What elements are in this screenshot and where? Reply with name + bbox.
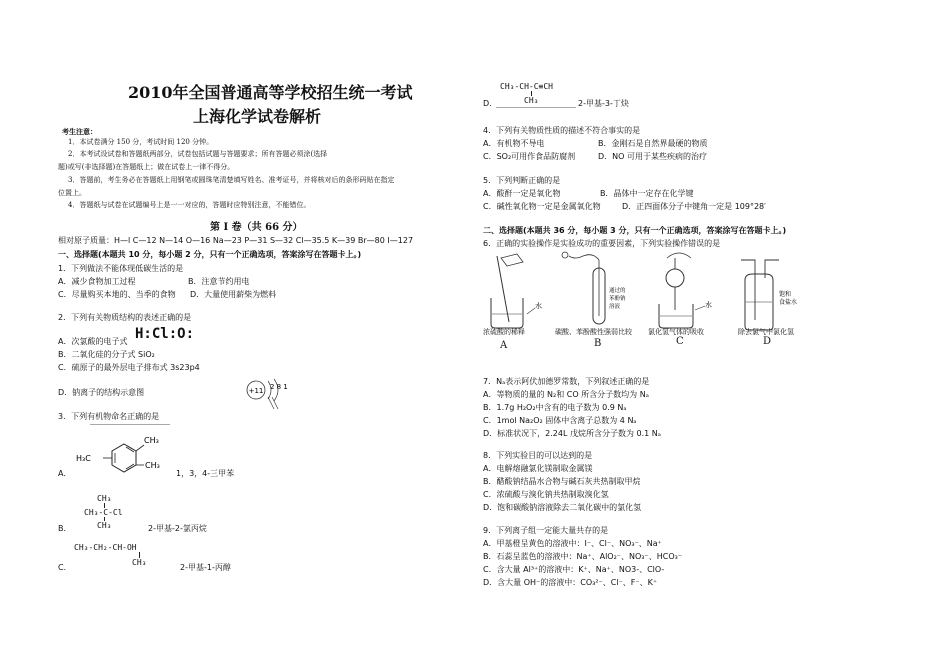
q3-d-main: CH₃-CH-C≡CH xyxy=(500,82,553,91)
q7-option-c: C．1mol Na₂O₂ 固体中含离子总数为 4 Nₐ xyxy=(483,416,637,425)
q3-option-b-name: 2-甲基-2-氯丙烷 xyxy=(148,524,207,533)
q6-letter-c: C xyxy=(676,336,684,347)
notice-item: 2．本考试设试卷和答题纸两部分，试卷包括试题与答题要求；所有答题必须涂(选择 xyxy=(68,150,328,158)
q3-option-b-label: B． xyxy=(58,524,72,533)
q6-stem: 6．正确的实验操作是实验成功的重要因素，下列实验操作错误的是 xyxy=(483,239,721,248)
apparatus-c xyxy=(659,253,712,328)
b-reagent-label: 通过的 xyxy=(609,288,626,294)
divider xyxy=(90,424,170,425)
water-label: 水 xyxy=(535,302,542,310)
drying-bulb xyxy=(666,269,684,287)
q2-option-d: D．钠离子的结构示意图 xyxy=(58,388,145,397)
q8-stem: 8．下列实验目的可以达到的是 xyxy=(483,451,593,460)
d-reagent-label: 饱和 xyxy=(779,291,792,298)
hclo-electron-formula: H:Cl:O: xyxy=(135,326,195,342)
tubing xyxy=(667,253,691,258)
bond-line xyxy=(531,91,532,96)
q4-option-d: D．NO 可用于某些疾病的治疗 xyxy=(598,152,707,161)
q7-option-d: D．标准状况下，2.24L 戊烷所含分子数为 0.1 Nₐ xyxy=(483,429,661,438)
rubber-tube xyxy=(569,255,599,260)
q4-option-a: A．有机物不导电 xyxy=(483,139,545,148)
q5-option-c: C．碱性氧化物一定是金属氧化物 xyxy=(483,202,601,211)
q7-option-b: B．1.7g H₂O₂中含有的电子数为 0.9 Nₐ xyxy=(483,403,627,412)
methyl-label: CH₃ xyxy=(145,461,160,470)
q6-caption-d: 除去氯气中氯化氢 xyxy=(738,328,794,336)
part1-title: 第 I 卷（共 66 分） xyxy=(210,222,303,233)
bond-line xyxy=(139,552,140,558)
q4-option-b: B．金刚石是自然界最硬的物质 xyxy=(598,139,708,148)
ion-shells-label: 2 8 1 xyxy=(270,383,288,391)
q1-option-a: A．减少食物加工过程 xyxy=(58,277,136,286)
q5-option-d: D．正四面体分子中键角一定是 109°28′ xyxy=(622,202,766,211)
leader-line xyxy=(695,306,705,310)
notice-item: 3．答题前，考生务必在答题纸上用钢笔或圆珠笔清楚填写姓名、准考证号，并将核对后的条形码贴在指定 xyxy=(68,176,395,184)
tube-end xyxy=(562,252,568,258)
trimethylbenzene-structure xyxy=(70,432,170,480)
q1-option-d: D．大量使用薪柴为燃料 xyxy=(190,290,277,299)
notice-item: 1．本试卷满分 150 分，考试时间 120 分钟。 xyxy=(68,138,214,146)
q5-stem: 5．下列判断正确的是 xyxy=(483,176,561,185)
q1-stem: 1．下列做法不能体现低碳生活的是 xyxy=(58,264,184,273)
exam-subtitle: 上海化学试卷解析 xyxy=(193,107,322,126)
q3-b-top: CH₃ xyxy=(97,494,112,503)
q9-option-d: D．含大量 OH⁻的溶液中：CO₃²⁻、Cl⁻、F⁻、K⁺ xyxy=(483,578,658,587)
q3-option-a-name: 1，3，4-三甲苯 xyxy=(176,469,235,478)
notice-item: 题)或写(非选择题)在答题纸上；做在试卷上一律不得分。 xyxy=(58,163,235,171)
q9-option-a: A．甲基橙呈黄色的溶液中：I⁻、Cl⁻、NO₃⁻、Na⁺ xyxy=(483,539,662,548)
apparatus-b xyxy=(562,252,626,324)
q2-stem: 2．下列有关物质结构的表述正确的是 xyxy=(58,313,192,322)
methyl-label: CH₃ xyxy=(144,436,159,445)
q3-b-main: CH₃-C-Cl xyxy=(84,508,123,517)
notice-item: 4．答题纸与试卷在试题编号上是一一对应的，答题时应特别注意，不能错位。 xyxy=(68,201,311,209)
q5-option-b: B．晶体中一定存在化学键 xyxy=(600,189,694,198)
q9-option-b: B．石蕊呈蓝色的溶液中：Na⁺、AlO₂⁻、NO₃⁻、HCO₃⁻ xyxy=(483,552,683,561)
d-reagent-label: 食盐水 xyxy=(779,299,798,306)
ion-nucleus-label: +11 xyxy=(248,387,264,395)
q7-stem: 7．Nₐ表示阿伏加德罗常数，下列叙述正确的是 xyxy=(483,377,650,386)
benzene-ring xyxy=(112,444,136,472)
water-label: 水 xyxy=(705,301,712,309)
q3-d-bot: CH₃ xyxy=(524,96,539,105)
q2-option-a: A．次氯酸的电子式 xyxy=(58,337,128,346)
divider xyxy=(496,107,576,108)
apparatus-d xyxy=(741,260,797,330)
q6-caption-c: 氯化氢气体的吸收 xyxy=(648,328,704,336)
q6-letter-d: D xyxy=(763,336,772,347)
q1-option-c: C．尽量购买本地的、当季的食物 xyxy=(58,290,176,299)
sodium-ion-diagram xyxy=(244,375,294,415)
q3-stem: 3．下列有机物命名正确的是 xyxy=(58,412,160,421)
q6-letter-b: B xyxy=(594,338,602,349)
q7-option-a: A．等物质的量的 N₂和 CO 所含分子数均为 Nₐ xyxy=(483,390,649,399)
section2-heading: 二、选择题(本题共 36 分，每小题 3 分，只有一个正确选项，答案涂写在答题卡上。) xyxy=(483,226,787,235)
q8-option-b: B．醋酸钠结晶水合物与碱石灰共热制取甲烷 xyxy=(483,477,641,486)
q6-caption-a: 浓硫酸的稀释 xyxy=(483,328,525,336)
q3-option-d-label: D． xyxy=(483,99,498,108)
notice-heading: 考生注意： xyxy=(62,127,97,136)
q3-option-c-name: 2-甲基-1-丙醇 xyxy=(180,563,231,572)
q6-caption-b: 碳酸、苯酚酸性强弱比较 xyxy=(555,328,632,336)
q5-option-a: A．酸酐一定是氧化物 xyxy=(483,189,561,198)
q8-option-a: A．电解熔融氯化镁制取金属镁 xyxy=(483,464,593,473)
methyl-label: H₃C xyxy=(76,454,91,463)
methyl-bond xyxy=(136,445,144,451)
section1-heading: 一、选择题(本题共 10 分，每小题 2 分，只有一个正确选项，答案涂写在答题卡上。) xyxy=(58,250,362,259)
reagent-bottle xyxy=(501,254,523,266)
b-reagent-label: 溶液 xyxy=(609,304,621,310)
q9-stem: 9．下列离子组一定能大量共存的是 xyxy=(483,526,609,535)
q9-option-c: C．含大量 Al³⁺的溶液中：K⁺、Na⁺、NO3-、ClO- xyxy=(483,565,665,574)
q4-option-c: C．SO₂可用作食品防腐剂 xyxy=(483,152,576,161)
inlet-tube xyxy=(741,260,755,320)
q8-option-c: C．浓硫酸与溴化钠共热制取溴化氢 xyxy=(483,490,609,499)
exam-title: 2010年全国普通高等学校招生统一考试 xyxy=(128,83,413,102)
q3-option-c-label: C． xyxy=(58,563,72,572)
q1-option-b: B．注意节约用电 xyxy=(188,277,250,286)
b-reagent-label: 苯酚钠 xyxy=(609,296,626,302)
q3-option-a-label: A． xyxy=(58,469,72,478)
q6-letter-a: A xyxy=(500,340,508,351)
leader-line xyxy=(527,308,535,314)
q2-option-c: C．硫原子的最外层电子排布式 3s23p4 xyxy=(58,363,200,372)
q3-b-bot: CH₃ xyxy=(97,521,112,530)
bond-line xyxy=(104,517,105,521)
q3-option-d-name: 2-甲基-3-丁炔 xyxy=(578,99,629,108)
q8-option-d: D．饱和碳酸钠溶液除去二氧化碳中的氯化氢 xyxy=(483,503,642,512)
q2-option-b: B．二氧化硅的分子式 SiO₂ xyxy=(58,350,155,359)
atomic-masses: 相对原子质量：H—l C—12 N—14 O—16 Na—23 P—31 S—32 Cl—35.5 K—39 Br—80 I—127 xyxy=(58,236,414,245)
q3-c-bot: CH₃ xyxy=(132,558,147,567)
q3-c-main: CH₃-CH₂-CH-OH xyxy=(74,543,137,552)
outlet-tube xyxy=(765,260,779,278)
apparatus-a xyxy=(491,254,542,328)
q4-stem: 4．下列有关物质性质的描述不符合事实的是 xyxy=(483,126,641,135)
bond-line xyxy=(104,503,105,508)
notice-item: 位置上。 xyxy=(58,189,86,197)
